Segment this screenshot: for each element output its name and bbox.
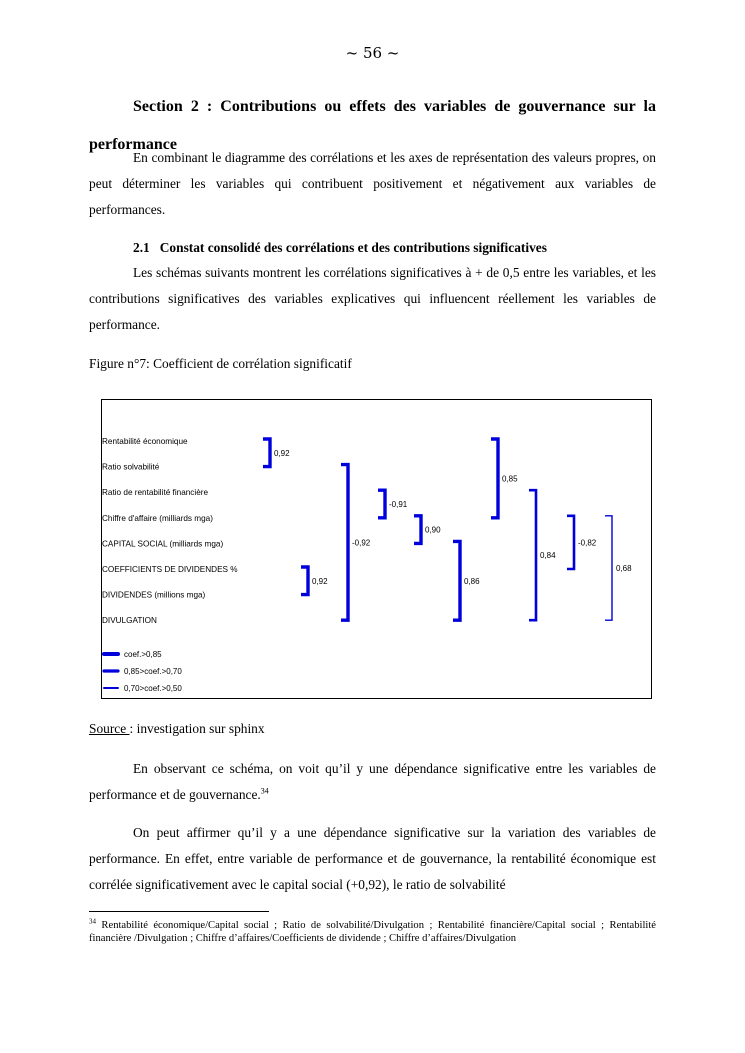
- correlation-bracket: [414, 516, 421, 544]
- variable-label: Rentabilité économique: [102, 437, 188, 446]
- affirmation-paragraph: On peut affirmer qu’il y a une dépendance significative sur la variation des variables de performance. En effet, entre variable de performance et de gouvernance, la rentabilité économique est corrélée significativement avec le capital social (+0,92), le ratio de solvabilité: [89, 825, 656, 892]
- variable-label: DIVIDENDES (millions mga): [102, 590, 206, 600]
- correlation-bracket: [378, 490, 385, 518]
- footnote-reference: 34: [260, 786, 269, 796]
- source-label: Source: [89, 721, 130, 736]
- observation-text: En observant ce schéma, on voit qu’il y une dépendance significative entre les variables de performance et de gouvernance.: [89, 761, 656, 802]
- variable-label: Chiffre d'affaire (milliards mga): [102, 513, 213, 523]
- correlation-value: 0,86: [464, 576, 480, 586]
- correlation-value: 0,85: [502, 474, 518, 484]
- variable-label: DIVULGATION: [102, 616, 157, 626]
- footnote: [89, 919, 656, 945]
- correlation-bracket: [453, 541, 460, 620]
- source-text: : investigation sur sphinx: [129, 721, 265, 736]
- correlation-value: 0,68: [616, 564, 632, 573]
- correlation-bracket: [341, 465, 348, 621]
- footnote-separator: [89, 911, 269, 912]
- subsection-number: 2.1: [133, 240, 150, 255]
- section-title: Section 2 : Contributions ou effets des variables de gouvernance sur la performance: [89, 98, 656, 153]
- intro-paragraph: En combinant le diagramme des corrélations et les axes de représentation des valeurs propres, on peut déterminer les variables qui contribuent positivement et négativement aux variables de performances.: [89, 150, 656, 217]
- correlation-value: 0,84: [540, 551, 556, 561]
- correlation-bracket: [529, 490, 536, 620]
- legend-label: 0,85>coef.>0,70: [124, 667, 182, 676]
- subsection-heading: [133, 240, 547, 256]
- figure-source: [89, 721, 265, 737]
- observation-paragraph: [89, 756, 656, 808]
- figure-caption: Figure n°7: Coefficient de corrélation significatif: [89, 356, 352, 371]
- page-number: ~ 56 ~: [345, 44, 400, 62]
- legend-label: coef.>0,85: [124, 650, 162, 659]
- correlation-bracket: [263, 439, 270, 467]
- correlation-bracket: [567, 516, 574, 569]
- subsection-title: Constat consolidé des corrélations et des contributions significatives: [159, 240, 547, 255]
- correlation-value: -0,92: [352, 538, 371, 548]
- correlation-value: -0,91: [389, 500, 408, 509]
- correlation-bracket: [605, 516, 612, 620]
- subsection-paragraph: Les schémas suivants montrent les corrélations significatives à + de 0,5 entre les variables, et les contributions significatives des variables explicatives qui influencent réellement les variables de performance.: [89, 265, 656, 332]
- footnote-number: 34: [89, 917, 96, 926]
- correlation-value: 0,92: [312, 576, 328, 586]
- correlation-diagram: [102, 400, 651, 698]
- legend-label: 0,70>coef.>0,50: [124, 684, 182, 693]
- correlation-value: 0,92: [274, 448, 290, 458]
- variable-label: COEFFICIENTS DE DIVIDENDES %: [102, 565, 238, 574]
- variable-label: Ratio solvabilité: [102, 462, 160, 472]
- correlation-value: -0,82: [578, 538, 597, 548]
- variable-label: CAPITAL SOCIAL (milliards mga): [102, 539, 224, 549]
- correlation-figure: [101, 399, 652, 699]
- correlation-value: 0,90: [425, 525, 441, 535]
- correlation-bracket: [491, 439, 498, 518]
- variable-label: Ratio de rentabilité financière: [102, 488, 209, 498]
- footnote-text: Rentabilité économique/Capital social ; Ratio de solvabilité/Divulgation ; Rentabilité financière/Capital social ; Rentabilité financière /Divulgation ; Chiffre d’affaires/Coefficients de dividende ; Chiffre d’affaires/Divulgation: [89, 920, 656, 944]
- correlation-bracket: [301, 567, 308, 595]
